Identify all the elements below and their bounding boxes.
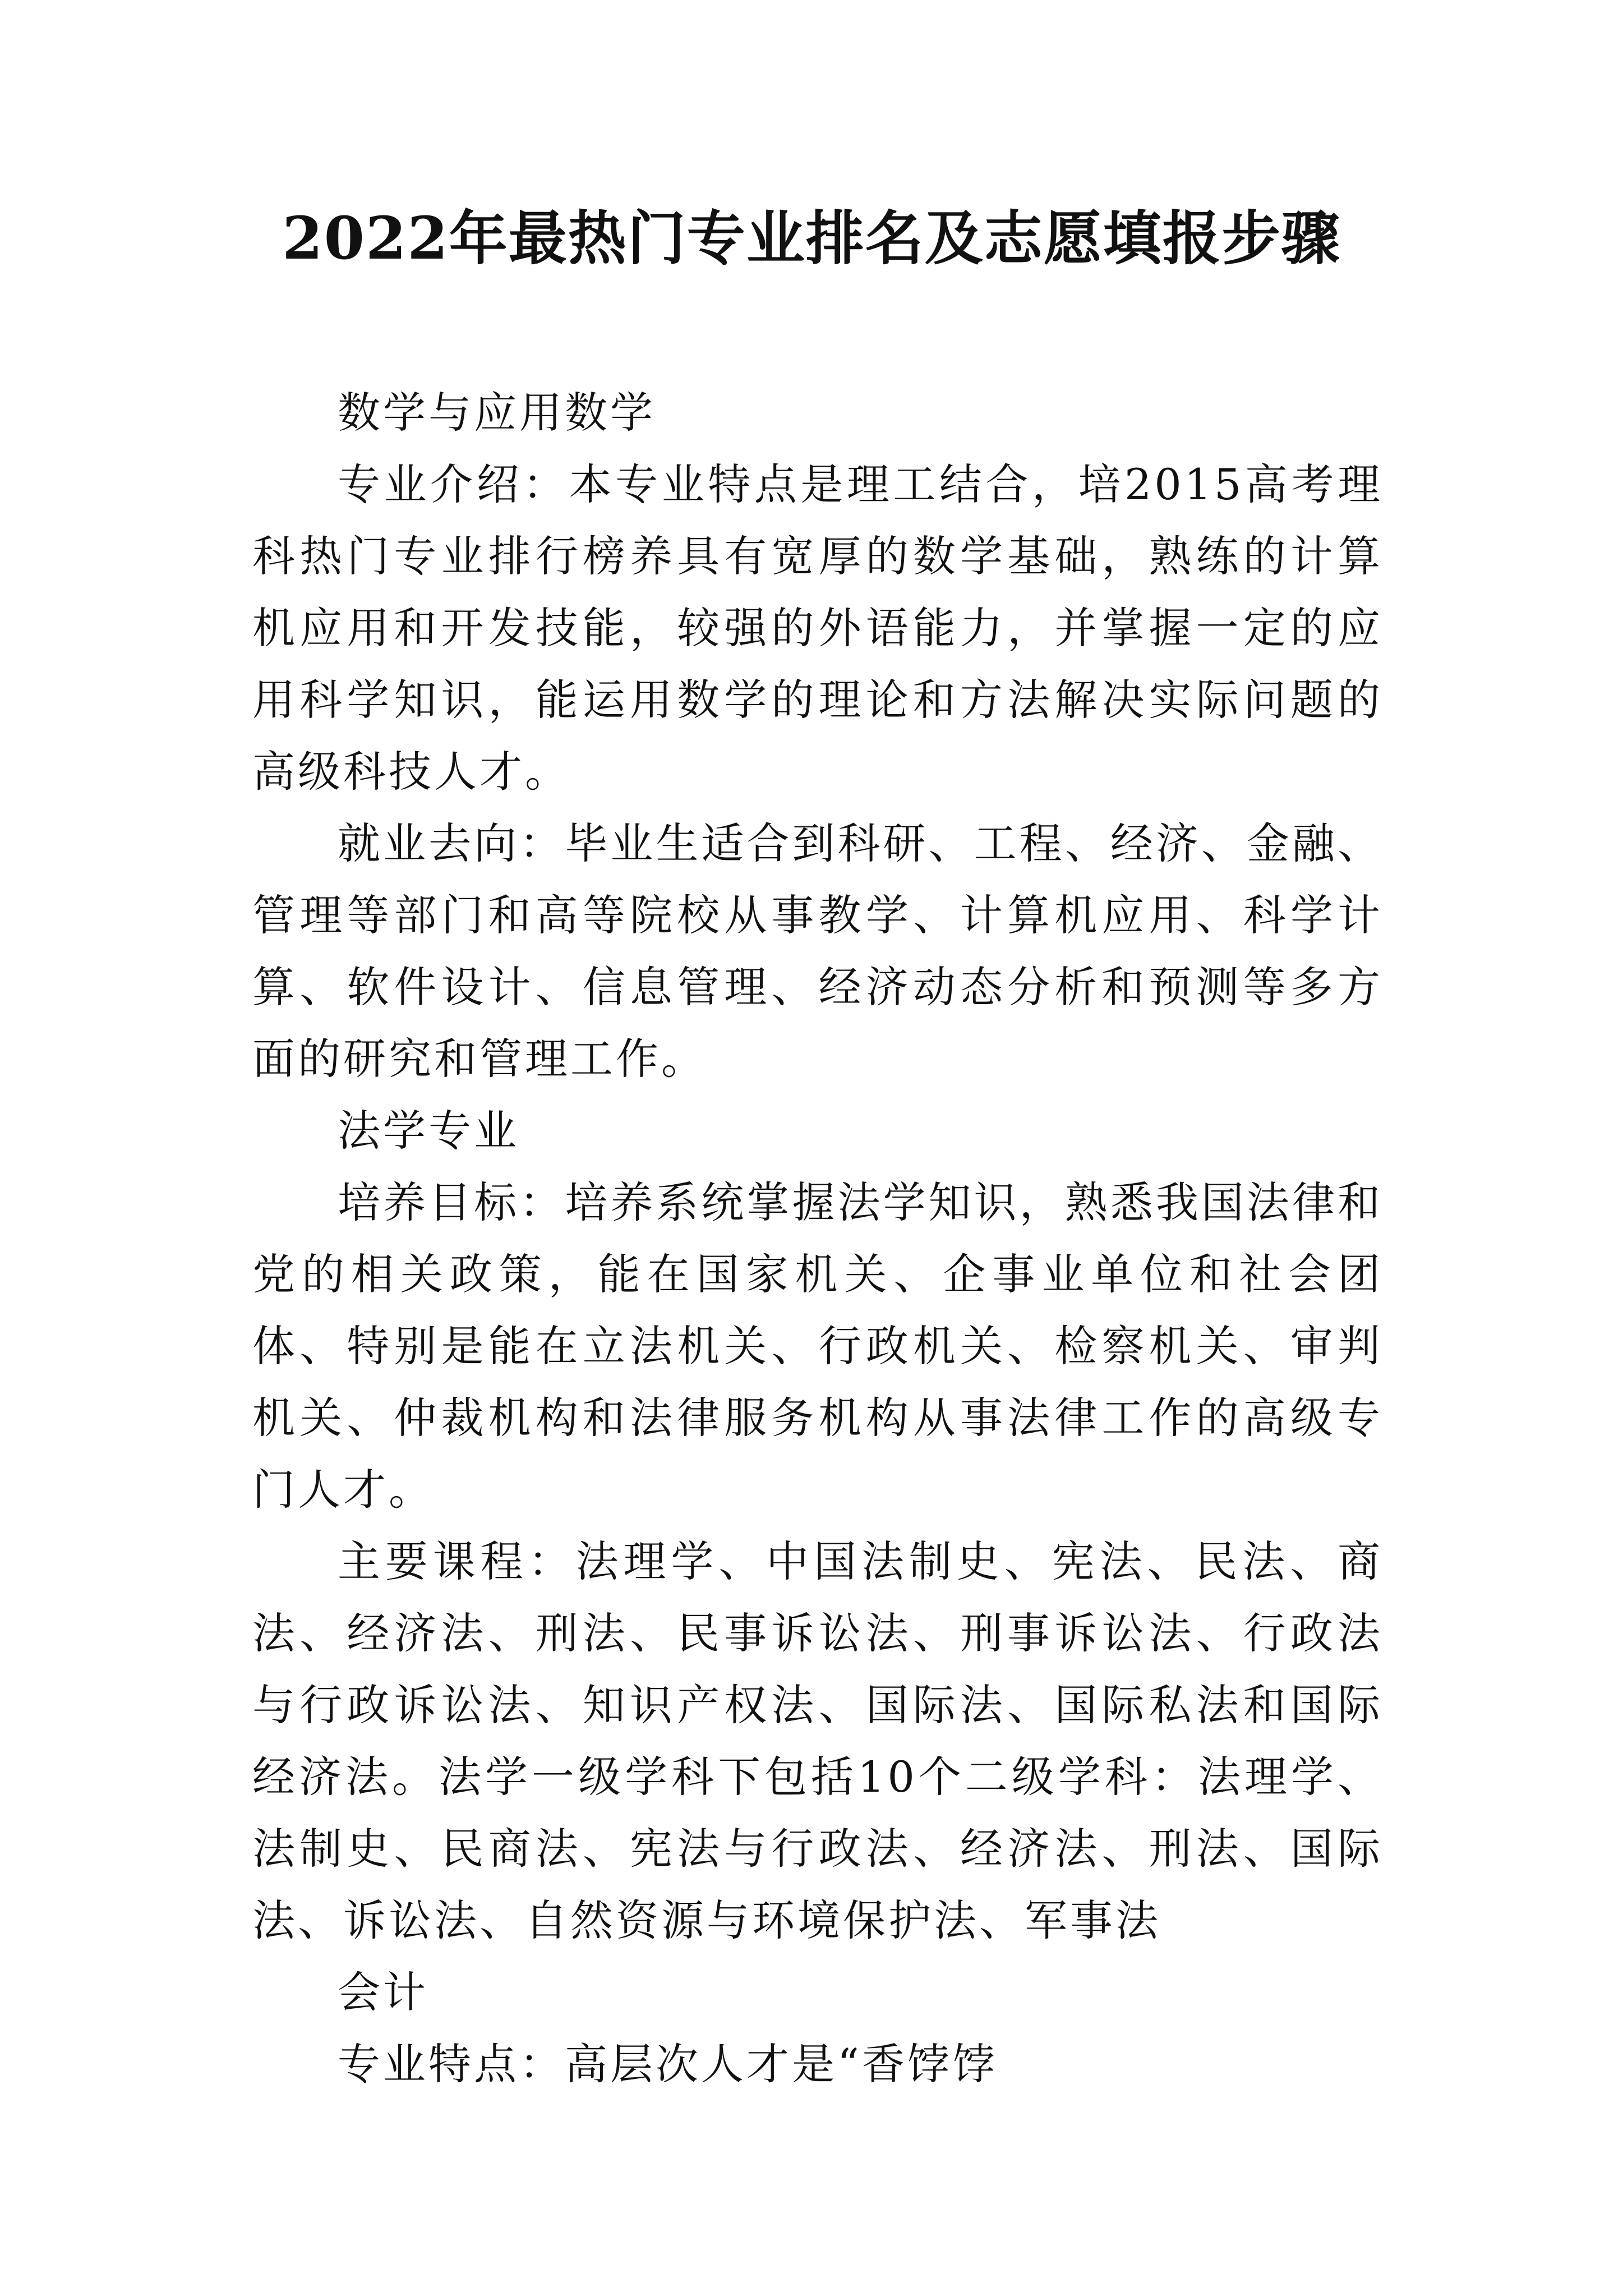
heading-math: 数学与应用数学 [338,388,656,438]
paragraph-math-intro: 专业介绍：本专业特点是理工结合，培2015高考理科热门专业排行榜养具有宽厚的数学基础，熟练的计算机应用和开发技能，较强的外语能力，并掌握一定的应用科学知识，能运用数学的理论和方法解决实际问题的高级科技人才。 [252,459,1383,797]
paragraph-law-goal: 培养目标：培养系统掌握法学知识，熟悉我国法律和党的相关政策，能在国家机关、企事业单位和社会团体、特别是能在立法机关、行政机关、检察机关、审判机关、仲裁机构和法律服务机构从事法律工作的高级专门人才。 [252,1177,1383,1515]
document-body [252,377,1383,2100]
paragraph-law-courses: 主要课程：法理学、中国法制史、宪法、民法、商法、经济法、刑法、民事诉讼法、刑事诉讼法、行政法与行政诉讼法、知识产权法、国际法、国际私法和国际经济法。法学一级学科下包括10个二级学科：法理学、法制史、民商法、宪法与行政法、经济法、刑法、国际法、诉讼法、自然资源与环境保护法、军事法 [252,1536,1383,1945]
heading-law: 法学专业 [338,1106,519,1156]
paragraph-accounting-features: 专业特点：高层次人才是“香饽饽 [338,2039,998,2089]
heading-accounting: 会计 [338,1967,428,2017]
paragraph-math-career: 就业去向：毕业生适合到科研、工程、经济、金融、管理等部门和高等院校从事教学、计算机应用、科学计算、软件设计、信息管理、经济动态分析和预测等多方面的研究和管理工作。 [252,818,1383,1084]
document-title: 2022年最热门专业排名及志愿填报步骤 [282,204,1341,273]
